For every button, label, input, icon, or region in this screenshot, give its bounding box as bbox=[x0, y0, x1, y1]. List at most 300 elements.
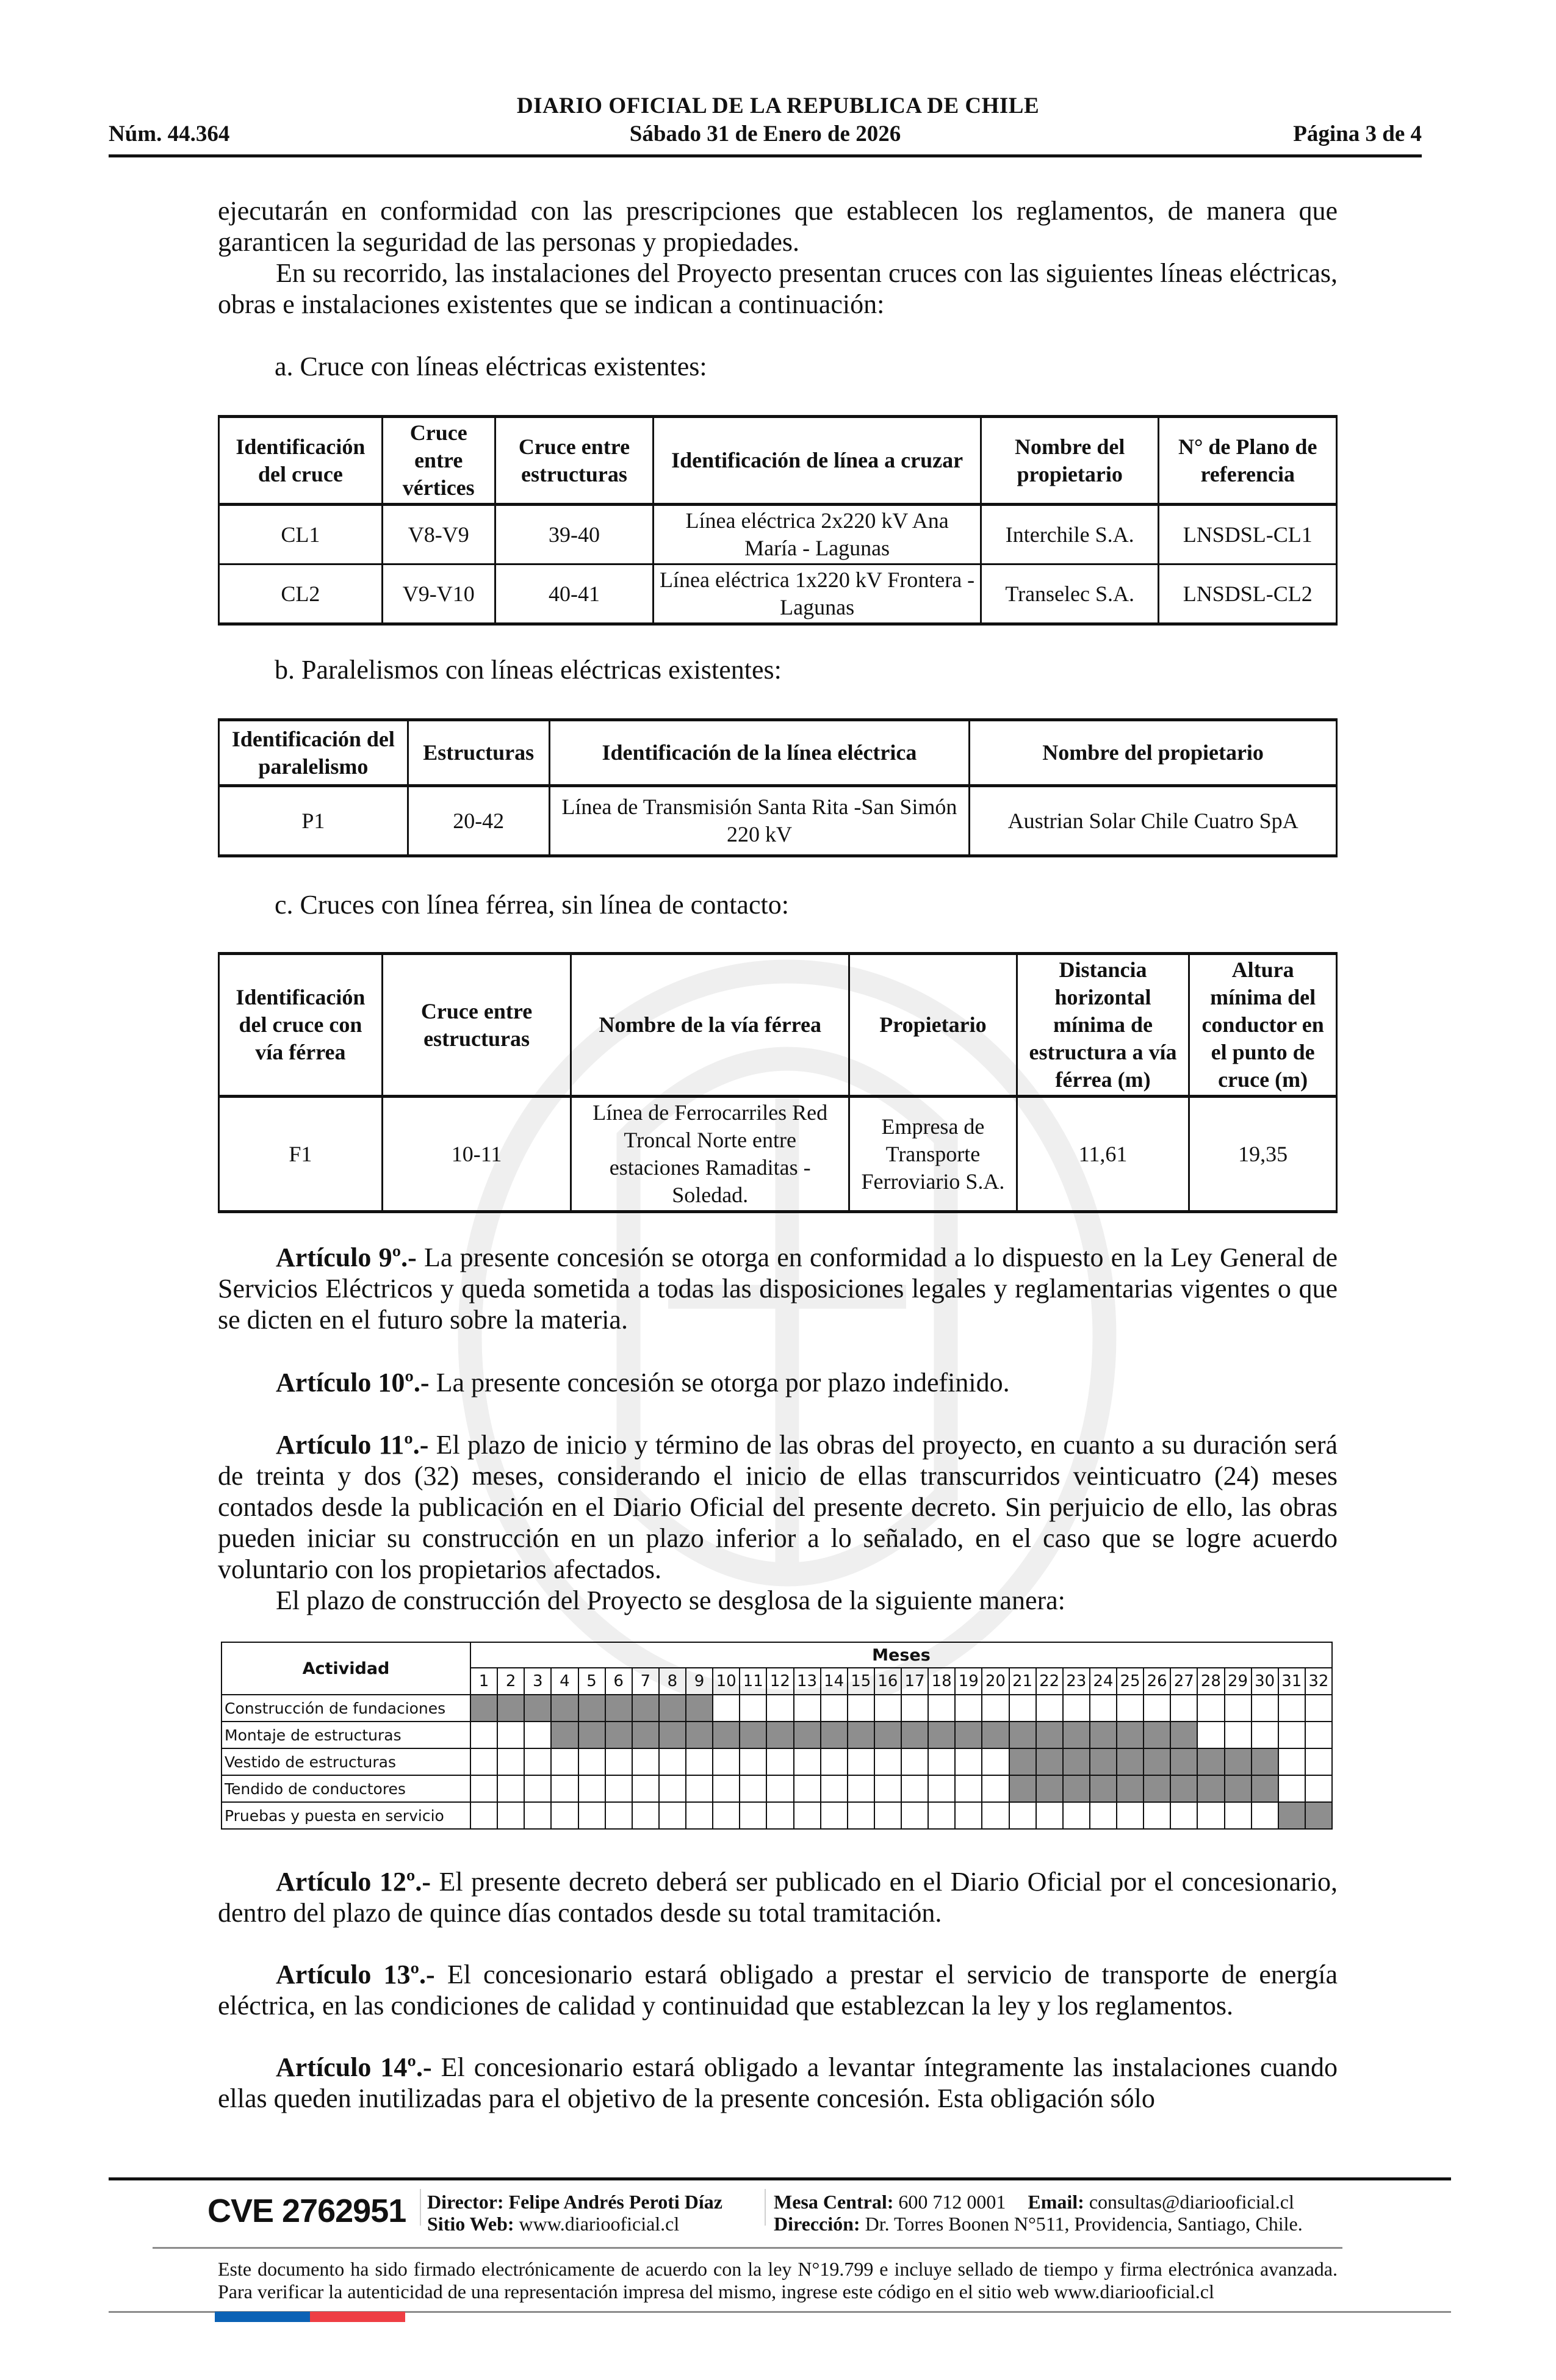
gantt-cell bbox=[955, 1695, 982, 1722]
col-header: Nombre del propietario bbox=[970, 720, 1337, 786]
cell: Interchile S.A. bbox=[981, 505, 1159, 564]
cell: Línea eléctrica 2x220 kV Ana María - Lagunas bbox=[654, 505, 981, 564]
col-header: Cruce entre estructuras bbox=[382, 954, 571, 1097]
gantt-month-16: 16 bbox=[874, 1668, 901, 1695]
cell: Transelec S.A. bbox=[981, 564, 1159, 624]
gantt-months-header: Meses bbox=[470, 1642, 1332, 1668]
gantt-month-29: 29 bbox=[1225, 1668, 1252, 1695]
gantt-cell bbox=[1036, 1748, 1063, 1775]
gantt-month-6: 6 bbox=[605, 1668, 632, 1695]
gantt-cell bbox=[794, 1748, 821, 1775]
article-label: Artículo 14º.- bbox=[276, 2052, 432, 2082]
table-row bbox=[219, 564, 1337, 624]
gantt-cell bbox=[659, 1748, 686, 1775]
gantt-month-15: 15 bbox=[848, 1668, 874, 1695]
gantt-month-17: 17 bbox=[901, 1668, 928, 1695]
article-label: Artículo 13º.- bbox=[276, 1960, 435, 1989]
gantt-cell bbox=[497, 1775, 524, 1802]
gantt-cell bbox=[794, 1722, 821, 1748]
address-value: Dr. Torres Boonen N°511, Providencia, Santiago, Chile. bbox=[860, 2213, 1303, 2235]
gantt-cell bbox=[524, 1722, 551, 1748]
email-label: Email: bbox=[1028, 2191, 1084, 2213]
gantt-cell bbox=[1117, 1748, 1144, 1775]
construction-schedule-gantt bbox=[221, 1642, 1333, 1828]
gantt-cell bbox=[874, 1802, 901, 1829]
gantt-row bbox=[222, 1722, 1332, 1748]
gantt-cell bbox=[1278, 1748, 1305, 1775]
gantt-cell bbox=[605, 1722, 632, 1748]
col-header: Cruce entre estructuras bbox=[495, 417, 654, 505]
gantt-cell bbox=[874, 1722, 901, 1748]
gantt-month-27: 27 bbox=[1170, 1668, 1197, 1695]
gantt-cell bbox=[632, 1802, 659, 1829]
gantt-cell bbox=[766, 1695, 793, 1722]
gantt-activity-header: Actividad bbox=[222, 1642, 470, 1695]
gantt-cell bbox=[740, 1722, 766, 1748]
gantt-cell bbox=[659, 1775, 686, 1802]
gantt-cell bbox=[578, 1775, 605, 1802]
gantt-cell bbox=[901, 1722, 928, 1748]
cell: Línea eléctrica 1x220 kV Frontera - Lagunas bbox=[654, 564, 981, 624]
gantt-month-21: 21 bbox=[1009, 1668, 1036, 1695]
article-text: El presente decreto deberá ser publicado en el Diario Oficial por el concesionario, dentro del plazo de quince días contados desde su total tramitación. bbox=[218, 1867, 1338, 1928]
gantt-row bbox=[222, 1775, 1332, 1802]
gantt-cell bbox=[1278, 1775, 1305, 1802]
cve-code: CVE 2762951 bbox=[207, 2193, 406, 2229]
col-header: Propietario bbox=[849, 954, 1017, 1097]
gantt-cell bbox=[848, 1748, 874, 1775]
cell: LNSDSL-CL2 bbox=[1159, 564, 1337, 624]
gantt-month-5: 5 bbox=[578, 1668, 605, 1695]
table-electric-crossings bbox=[218, 415, 1338, 626]
gantt-cell bbox=[713, 1695, 740, 1722]
gantt-cell bbox=[821, 1722, 848, 1748]
col-header: Estructuras bbox=[408, 720, 549, 786]
gantt-cell bbox=[605, 1775, 632, 1802]
article-text: El concesionario estará obligado a prestar el servicio de transporte de energía eléctrica, en las condiciones de calidad y continuidad que establezcan la ley y los reglamentos. bbox=[218, 1960, 1338, 2021]
gantt-cell bbox=[982, 1802, 1009, 1829]
gantt-cell bbox=[713, 1775, 740, 1802]
table-row bbox=[219, 1097, 1337, 1212]
gantt-cell bbox=[686, 1775, 713, 1802]
gantt-cell bbox=[848, 1802, 874, 1829]
gantt-cell bbox=[1252, 1802, 1278, 1829]
gantt-month-24: 24 bbox=[1090, 1668, 1117, 1695]
header-divider bbox=[109, 154, 1422, 157]
gantt-cell bbox=[901, 1802, 928, 1829]
col-header: Altura mínima del conductor en el punto de cruce (m) bbox=[1189, 954, 1337, 1097]
gantt-cell bbox=[1278, 1695, 1305, 1722]
gantt-cell bbox=[1305, 1695, 1332, 1722]
gantt-cell bbox=[928, 1748, 955, 1775]
gantt-cell bbox=[955, 1722, 982, 1748]
gantt-body bbox=[222, 1695, 1332, 1829]
issue-number: Núm. 44.364 bbox=[109, 121, 230, 146]
gantt-month-10: 10 bbox=[713, 1668, 740, 1695]
address-label: Dirección: bbox=[774, 2213, 860, 2235]
gantt-cell bbox=[1063, 1775, 1090, 1802]
gantt-month-31: 31 bbox=[1278, 1668, 1305, 1695]
gantt-month-3: 3 bbox=[524, 1668, 551, 1695]
gantt-cell bbox=[766, 1722, 793, 1748]
gantt-cell bbox=[1225, 1748, 1252, 1775]
gantt-cell bbox=[1225, 1695, 1252, 1722]
newspaper-title: DIARIO OFICIAL DE LA REPUBLICA DE CHILE bbox=[516, 93, 1040, 118]
cell: 20-42 bbox=[408, 786, 549, 856]
email-link[interactable]: consultas@diariooficial.cl bbox=[1084, 2191, 1294, 2213]
article-label: Artículo 10º.- bbox=[276, 1368, 430, 1397]
cell: 39-40 bbox=[495, 505, 654, 564]
gantt-cell bbox=[1225, 1722, 1252, 1748]
gantt-activity-label: Tendido de conductores bbox=[222, 1775, 470, 1802]
cell: F1 bbox=[219, 1097, 383, 1212]
gantt-cell bbox=[982, 1695, 1009, 1722]
gantt-cell bbox=[470, 1695, 497, 1722]
gantt-cell bbox=[1009, 1695, 1036, 1722]
gantt-cell bbox=[605, 1695, 632, 1722]
gantt-cell bbox=[470, 1722, 497, 1748]
gantt-cell bbox=[578, 1722, 605, 1748]
gantt-month-22: 22 bbox=[1036, 1668, 1063, 1695]
gantt-cell bbox=[1252, 1748, 1278, 1775]
gantt-cell bbox=[551, 1722, 578, 1748]
article-11 bbox=[218, 1429, 1338, 1585]
gantt-cell bbox=[551, 1748, 578, 1775]
gantt-cell bbox=[470, 1775, 497, 1802]
gantt-cell bbox=[794, 1775, 821, 1802]
website-link[interactable]: www.diariooficial.cl bbox=[514, 2213, 680, 2235]
gantt-month-9: 9 bbox=[686, 1668, 713, 1695]
col-header: Identificación del cruce con vía férrea bbox=[219, 954, 383, 1097]
gantt-cell bbox=[901, 1775, 928, 1802]
gantt-cell bbox=[1144, 1775, 1170, 1802]
gantt-cell bbox=[1036, 1722, 1063, 1748]
footer-separator bbox=[765, 2189, 766, 2226]
gantt-month-1: 1 bbox=[470, 1668, 497, 1695]
gantt-month-12: 12 bbox=[766, 1668, 793, 1695]
gantt-month-26: 26 bbox=[1144, 1668, 1170, 1695]
gantt-month-30: 30 bbox=[1252, 1668, 1278, 1695]
gantt-cell bbox=[766, 1748, 793, 1775]
cell: V9-V10 bbox=[382, 564, 495, 624]
gantt-cell bbox=[713, 1748, 740, 1775]
col-header: Nombre de la vía férrea bbox=[571, 954, 849, 1097]
gantt-cell bbox=[1170, 1775, 1197, 1802]
gantt-cell bbox=[1170, 1722, 1197, 1748]
gantt-cell bbox=[766, 1775, 793, 1802]
gantt-cell bbox=[1090, 1775, 1117, 1802]
cell: LNSDSL-CL1 bbox=[1159, 505, 1337, 564]
gantt-cell bbox=[524, 1695, 551, 1722]
gantt-month-7: 7 bbox=[632, 1668, 659, 1695]
director-name: Felipe Andrés Peroti Díaz bbox=[503, 2191, 722, 2213]
gantt-cell bbox=[1144, 1802, 1170, 1829]
gantt-cell bbox=[740, 1748, 766, 1775]
col-header: Cruce entre vértices bbox=[382, 417, 495, 505]
gantt-month-14: 14 bbox=[821, 1668, 848, 1695]
gantt-cell bbox=[1063, 1748, 1090, 1775]
gantt-cell bbox=[497, 1722, 524, 1748]
gantt-month-19: 19 bbox=[955, 1668, 982, 1695]
gantt-cell bbox=[821, 1748, 848, 1775]
gantt-cell bbox=[982, 1775, 1009, 1802]
gantt-cell bbox=[821, 1695, 848, 1722]
gantt-cell bbox=[794, 1695, 821, 1722]
gantt-cell bbox=[821, 1802, 848, 1829]
article-label: Artículo 12º.- bbox=[276, 1867, 431, 1897]
footer-director-block bbox=[427, 2191, 722, 2235]
gantt-cell bbox=[874, 1775, 901, 1802]
article-10 bbox=[218, 1367, 1338, 1398]
gantt-month-28: 28 bbox=[1197, 1668, 1224, 1695]
gantt-cell bbox=[848, 1695, 874, 1722]
gantt-cell bbox=[928, 1802, 955, 1829]
flag-stripe-blue bbox=[215, 2312, 310, 2322]
gantt-cell bbox=[1278, 1722, 1305, 1748]
gantt-cell bbox=[928, 1775, 955, 1802]
gantt-month-8: 8 bbox=[659, 1668, 686, 1695]
gantt-cell bbox=[1117, 1775, 1144, 1802]
section-b-title: b. Paralelismos con líneas eléctricas existentes: bbox=[275, 655, 782, 685]
gantt-cell bbox=[1305, 1722, 1332, 1748]
gantt-cell bbox=[1170, 1802, 1197, 1829]
gantt-table bbox=[221, 1642, 1333, 1830]
gantt-cell bbox=[1305, 1748, 1332, 1775]
cell: 11,61 bbox=[1017, 1097, 1189, 1212]
gantt-row bbox=[222, 1695, 1332, 1722]
gantt-activity-label: Construcción de fundaciones bbox=[222, 1695, 470, 1722]
table-railway-crossings bbox=[218, 952, 1338, 1213]
gantt-cell bbox=[659, 1802, 686, 1829]
cell: 10-11 bbox=[382, 1097, 571, 1212]
col-header: Identificación de línea a cruzar bbox=[654, 417, 981, 505]
gantt-cell bbox=[1225, 1775, 1252, 1802]
gantt-cell bbox=[955, 1775, 982, 1802]
gantt-cell bbox=[524, 1748, 551, 1775]
article-12 bbox=[218, 1866, 1338, 1928]
phone-label: Mesa Central: bbox=[774, 2191, 894, 2213]
gantt-cell bbox=[551, 1775, 578, 1802]
gantt-cell bbox=[1144, 1695, 1170, 1722]
gantt-cell bbox=[1197, 1748, 1224, 1775]
col-header: Identificación del paralelismo bbox=[219, 720, 408, 786]
gantt-cell bbox=[1036, 1695, 1063, 1722]
gantt-activity-label: Pruebas y puesta en servicio bbox=[222, 1802, 470, 1829]
gantt-month-23: 23 bbox=[1063, 1668, 1090, 1695]
gantt-activity-label: Montaje de estructuras bbox=[222, 1722, 470, 1748]
flag-stripe-red bbox=[310, 2312, 405, 2322]
col-header: Identificación de la línea eléctrica bbox=[549, 720, 970, 786]
gantt-cell bbox=[740, 1775, 766, 1802]
gantt-cell bbox=[497, 1748, 524, 1775]
col-header: N° de Plano de referencia bbox=[1159, 417, 1337, 505]
cell: CL1 bbox=[219, 505, 383, 564]
gantt-cell bbox=[1117, 1695, 1144, 1722]
article-14 bbox=[218, 2052, 1338, 2114]
gantt-month-2: 2 bbox=[497, 1668, 524, 1695]
gantt-cell bbox=[551, 1695, 578, 1722]
gantt-cell bbox=[955, 1802, 982, 1829]
gantt-cell bbox=[578, 1802, 605, 1829]
footer-divider-middle bbox=[153, 2247, 1342, 2249]
gantt-cell bbox=[1036, 1802, 1063, 1829]
header-meta-row bbox=[109, 121, 1422, 147]
article-text: La presente concesión se otorga en conformidad a lo dispuesto en la Ley General de Servicios Eléctricos y queda sometida a todas las disposiciones legales y reglamentarias vigentes o que se dicten en el futuro sobre la materia. bbox=[218, 1242, 1338, 1335]
gantt-cell bbox=[821, 1775, 848, 1802]
gantt-cell bbox=[1252, 1722, 1278, 1748]
gantt-cell bbox=[1305, 1802, 1332, 1829]
gantt-cell bbox=[1009, 1722, 1036, 1748]
col-header: Nombre del propietario bbox=[981, 417, 1159, 505]
gantt-cell bbox=[1117, 1802, 1144, 1829]
gantt-cell bbox=[928, 1695, 955, 1722]
cell: Empresa de Transporte Ferroviario S.A. bbox=[849, 1097, 1017, 1212]
gantt-month-32: 32 bbox=[1305, 1668, 1332, 1695]
gantt-cell bbox=[605, 1802, 632, 1829]
gantt-cell bbox=[1252, 1775, 1278, 1802]
gantt-month-13: 13 bbox=[794, 1668, 821, 1695]
cell: CL2 bbox=[219, 564, 383, 624]
gantt-month-20: 20 bbox=[982, 1668, 1009, 1695]
gantt-cell bbox=[1278, 1802, 1305, 1829]
gantt-cell bbox=[1197, 1775, 1224, 1802]
gantt-cell bbox=[1305, 1775, 1332, 1802]
footer-divider-top bbox=[109, 2177, 1451, 2180]
gantt-cell bbox=[740, 1695, 766, 1722]
gantt-cell bbox=[1170, 1695, 1197, 1722]
gantt-cell bbox=[848, 1775, 874, 1802]
gantt-cell bbox=[632, 1695, 659, 1722]
gantt-cell bbox=[1009, 1802, 1036, 1829]
gantt-cell bbox=[1252, 1695, 1278, 1722]
gantt-cell bbox=[578, 1695, 605, 1722]
article-label: Artículo 11º.- bbox=[276, 1430, 429, 1460]
gantt-cell bbox=[848, 1722, 874, 1748]
gantt-cell bbox=[1144, 1722, 1170, 1748]
director-label: Director: bbox=[427, 2191, 504, 2213]
gantt-cell bbox=[713, 1802, 740, 1829]
intro-paragraph-1: ejecutarán en conformidad con las prescripciones que establecen los reglamentos, de manera que garanticen la seguridad de las personas y propiedades. bbox=[218, 196, 1338, 257]
footer-contact-block bbox=[774, 2191, 1303, 2235]
article-13 bbox=[218, 1959, 1338, 2021]
cell: P1 bbox=[219, 786, 408, 856]
gantt-cell bbox=[1009, 1748, 1036, 1775]
gantt-cell bbox=[686, 1748, 713, 1775]
col-header: Distancia horizontal mínima de estructura a vía férrea (m) bbox=[1017, 954, 1189, 1097]
gantt-cell bbox=[982, 1748, 1009, 1775]
section-c-title: c. Cruces con línea férrea, sin línea de contacto: bbox=[275, 890, 789, 920]
table-row bbox=[219, 786, 1337, 856]
gantt-cell bbox=[524, 1775, 551, 1802]
cell: Línea de Ferrocarriles Red Troncal Norte entre estaciones Ramaditas - Soledad. bbox=[571, 1097, 849, 1212]
gantt-cell bbox=[632, 1722, 659, 1748]
cell: V8-V9 bbox=[382, 505, 495, 564]
gantt-cell bbox=[1063, 1722, 1090, 1748]
gantt-cell bbox=[632, 1748, 659, 1775]
gantt-cell bbox=[659, 1695, 686, 1722]
gantt-cell bbox=[713, 1722, 740, 1748]
issue-date: Sábado 31 de Enero de 2026 bbox=[629, 121, 901, 146]
gantt-cell bbox=[874, 1748, 901, 1775]
section-a-title: a. Cruce con líneas eléctricas existentes: bbox=[275, 352, 707, 381]
col-header: Identificación del cruce bbox=[219, 417, 383, 505]
gantt-cell bbox=[497, 1695, 524, 1722]
intro-paragraph-2: En su recorrido, las instalaciones del Proyecto presentan cruces con las siguientes líneas eléctricas, obras e instalaciones existentes que se indican a continuación: bbox=[218, 258, 1338, 319]
gantt-cell bbox=[551, 1802, 578, 1829]
footer-separator bbox=[420, 2189, 421, 2226]
cell: 19,35 bbox=[1189, 1097, 1337, 1212]
gantt-cell bbox=[524, 1802, 551, 1829]
gantt-cell bbox=[1090, 1748, 1117, 1775]
gantt-cell bbox=[1170, 1748, 1197, 1775]
gantt-cell bbox=[1036, 1775, 1063, 1802]
footer-legal-notice: Este documento ha sido firmado electrónicamente de acuerdo con la ley N°19.799 e incluye sellado de tiempo y firma electrónica avanzada. Para verificar la autenticidad de una representación impresa del mismo, ingrese este código en el sitio web www.diariooficial.cl bbox=[218, 2258, 1338, 2302]
gantt-cell bbox=[1009, 1775, 1036, 1802]
gantt-row bbox=[222, 1748, 1332, 1775]
article-9 bbox=[218, 1242, 1338, 1335]
gantt-cell bbox=[1063, 1695, 1090, 1722]
gantt-cell bbox=[901, 1695, 928, 1722]
gantt-cell bbox=[605, 1748, 632, 1775]
gantt-cell bbox=[955, 1748, 982, 1775]
gantt-cell bbox=[632, 1775, 659, 1802]
gantt-month-18: 18 bbox=[928, 1668, 955, 1695]
article-label: Artículo 9º.- bbox=[276, 1242, 417, 1272]
website-label: Sitio Web: bbox=[427, 2213, 514, 2235]
article-text: La presente concesión se otorga por plazo indefinido. bbox=[429, 1368, 1010, 1397]
gantt-cell bbox=[1197, 1722, 1224, 1748]
gantt-cell bbox=[1117, 1722, 1144, 1748]
gantt-cell bbox=[766, 1802, 793, 1829]
gantt-cell bbox=[928, 1722, 955, 1748]
article-11-paragraph-2: El plazo de construcción del Proyecto se desglosa de la siguiente manera: bbox=[276, 1585, 1065, 1615]
gantt-month-25: 25 bbox=[1117, 1668, 1144, 1695]
cell: Línea de Transmisión Santa Rita -San Simón 220 kV bbox=[549, 786, 970, 856]
gantt-cell bbox=[740, 1802, 766, 1829]
gantt-cell bbox=[1197, 1695, 1224, 1722]
gantt-cell bbox=[470, 1748, 497, 1775]
cell: Austrian Solar Chile Cuatro SpA bbox=[970, 786, 1337, 856]
article-text: El plazo de inicio y término de las obras del proyecto, en cuanto a su duración será de treinta y dos (32) meses, considerando el inicio de ellas transcurridos veinticuatro (24) meses contados desde la publicación en el Diario Oficial del presente decreto. Sin perjuicio de ello, las obras pueden iniciar su construcción en un plazo inferior a lo señalado, en el caso que se logre acuerdo voluntario con los propietarios afectados. bbox=[218, 1430, 1338, 1584]
article-text: El concesionario estará obligado a levantar íntegramente las instalaciones cuando ellas queden inutilizadas para el objetivo de la presente concesión. Esta obligación sólo bbox=[218, 2052, 1338, 2113]
table-parallelisms bbox=[218, 718, 1338, 857]
gantt-cell bbox=[686, 1695, 713, 1722]
gantt-cell bbox=[874, 1695, 901, 1722]
gantt-cell bbox=[1197, 1802, 1224, 1829]
page-indicator: Página 3 de 4 bbox=[1293, 121, 1422, 146]
gantt-cell bbox=[1090, 1722, 1117, 1748]
phone-number: 600 712 0001 bbox=[893, 2191, 1006, 2213]
gantt-cell bbox=[794, 1802, 821, 1829]
cell: 40-41 bbox=[495, 564, 654, 624]
gantt-cell bbox=[1063, 1802, 1090, 1829]
gantt-cell bbox=[578, 1748, 605, 1775]
gantt-cell bbox=[901, 1748, 928, 1775]
gantt-activity-label: Vestido de estructuras bbox=[222, 1748, 470, 1775]
gantt-cell bbox=[1144, 1748, 1170, 1775]
gantt-cell bbox=[982, 1722, 1009, 1748]
gantt-cell bbox=[659, 1722, 686, 1748]
table-row bbox=[219, 505, 1337, 564]
gantt-cell bbox=[1090, 1802, 1117, 1829]
gantt-cell bbox=[470, 1802, 497, 1829]
gantt-cell bbox=[497, 1802, 524, 1829]
gantt-cell bbox=[1225, 1802, 1252, 1829]
gantt-cell bbox=[686, 1802, 713, 1829]
gantt-row bbox=[222, 1802, 1332, 1829]
gantt-cell bbox=[686, 1722, 713, 1748]
gantt-cell bbox=[1090, 1695, 1117, 1722]
